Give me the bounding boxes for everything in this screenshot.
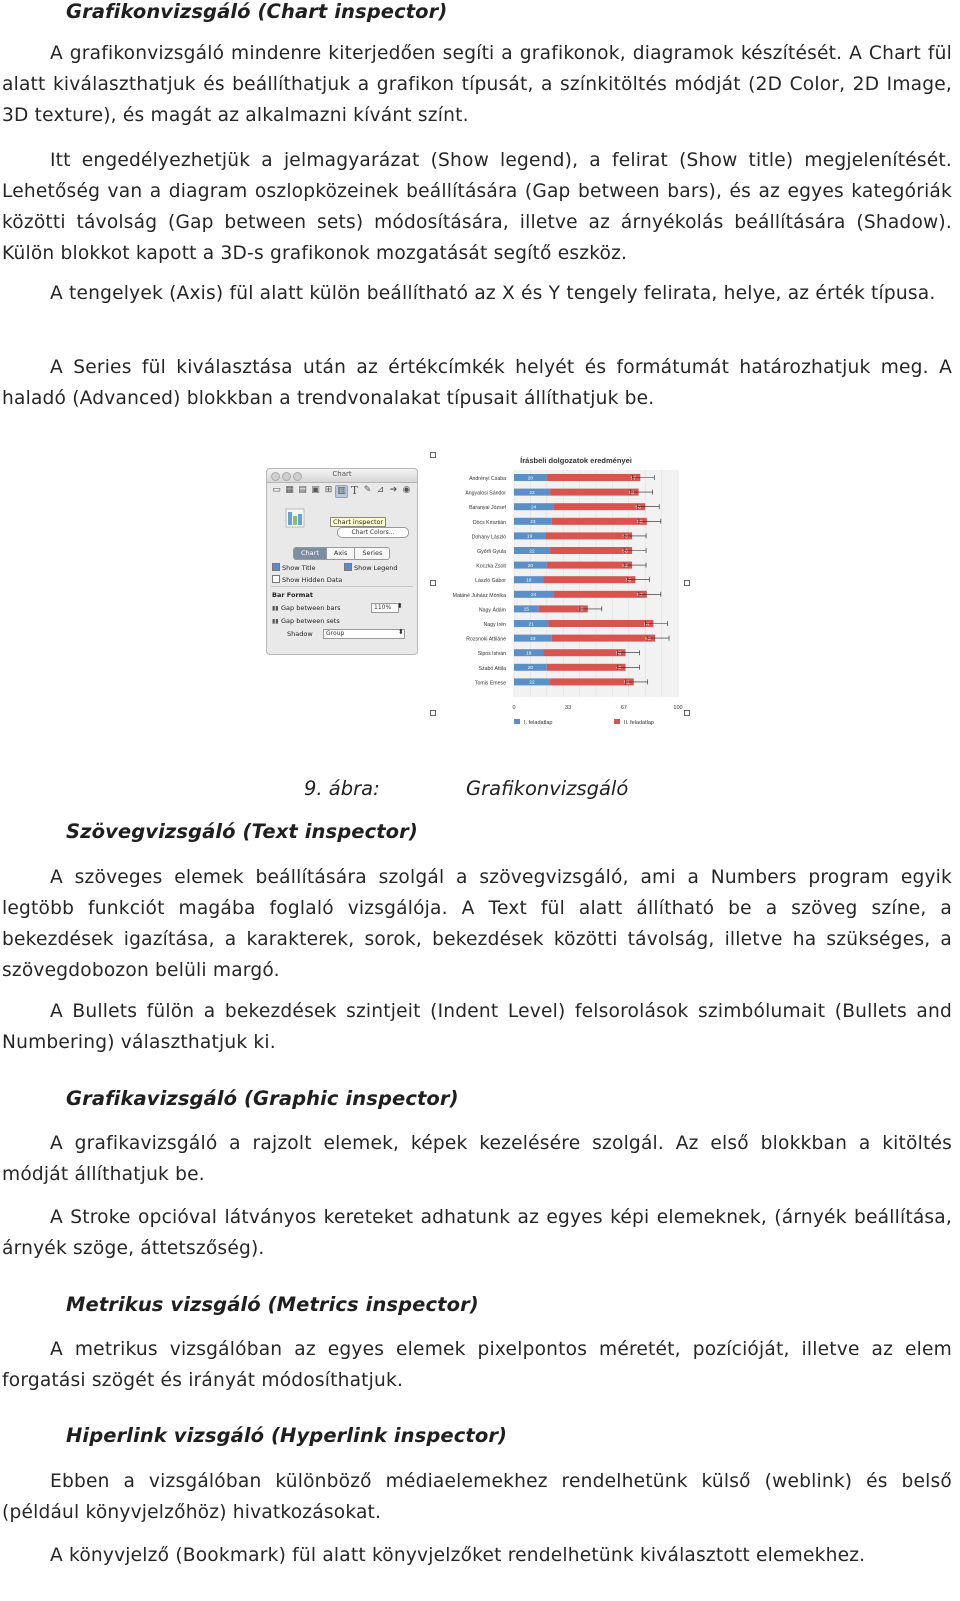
show-legend-option[interactable]: Show Legend (344, 563, 397, 572)
data-label-series1: 20 (527, 666, 534, 672)
data-label-series2: 54 (628, 490, 635, 496)
x-tick-label: 100 (673, 705, 683, 711)
category-label: Szabó Attila (478, 665, 506, 672)
ruler-inspector-icon[interactable]: ⊞ (324, 485, 333, 495)
bar-series2 (544, 649, 626, 656)
sets-gap-icon: ▮▮ (272, 618, 279, 625)
data-label-series2: 57 (630, 476, 636, 482)
bar-series2 (552, 635, 655, 642)
data-label-series1: 21 (528, 622, 534, 628)
window-titlebar (267, 469, 417, 483)
category-label: Nagy Ádám (478, 607, 506, 614)
chart-category-labels (453, 476, 507, 686)
chart-title: Írásbeli dolgozatok eredményei (520, 456, 632, 465)
data-label-series2: 48 (615, 666, 622, 672)
chart-colors-button[interactable]: Chart Colors... (337, 527, 409, 538)
category-label: László Gábor (475, 578, 506, 585)
data-label-series2: 56 (635, 505, 641, 511)
paragraph: A Stroke opcióval látványos kereteket adhatunk az egyes képi elemeknek, (árnyék beállítása, árnyék szöge, áttetszőség). (2, 1207, 952, 1259)
paragraph: A grafikavizsgáló a rajzolt elemek, képek kezelésére szolgál. Az első blokkban a kitöltés módját állíthatjuk be. (2, 1133, 952, 1185)
data-label-series1: 19 (526, 534, 533, 540)
heading-metrics-inspector: Metrikus vizsgáló (Metrics inspector) (66, 1293, 479, 1316)
bar-series2 (544, 576, 636, 583)
bar-series2 (553, 503, 645, 510)
data-label-series2: 63 (645, 636, 651, 642)
paragraph: A szöveges elemek beállítására szolgál a szövegvizsgáló, ami a Numbers program egyik legtöbb funkciót magába foglaló vizsgálója. A Text fül alatt állítható be a szöveg színe, a bekezdések igazítása, a karakterek, sorok, bekezdések közötti távolság, illetve ha szükséges, a szövegdobozon belüli margó. (2, 867, 952, 981)
checkbox-icon[interactable] (344, 563, 352, 571)
tab-axis[interactable]: Axis (327, 548, 356, 559)
paragraph: A grafikonvizsgáló mindenre kiterjedően segíti a grafikonok, diagramok készítését. A Chart fül alatt kiválaszthatjuk és beállíthatjuk a grafikon típusát, a színkitöltés módját (2D Color, 2D Image, 3D texture), és magát az alkalmazni kívánt színt. (2, 43, 952, 126)
document-inspector-icon[interactable]: ▭ (272, 485, 281, 495)
selection-handle[interactable] (684, 710, 690, 716)
category-label: Nagy Irén (483, 622, 506, 628)
legend-label-series1: I. feladatlap (524, 720, 553, 726)
data-label-series1: 24 (531, 505, 537, 511)
data-label-series1: 20 (527, 476, 534, 482)
data-label-series1: 24 (531, 593, 537, 599)
paragraph: Itt engedélyezhetjük a jelmagyarázat (Show legend), a felirat (Show title) megjelenítését. Lehetőség van a diagram oszlopközeinek beállítására (Gap between bars), és az egyes kategóriák közötti távolság (Gap between sets) módosítására, illetve az árnyékolás beállítására (Shadow). Külön blokkot kapott a 3D-s grafikonok mozgatását segítő eszköz. (2, 150, 952, 264)
data-label-series2: 56 (625, 578, 632, 584)
bar-format-label: Bar Format (272, 591, 313, 599)
data-label-series1: 18 (526, 651, 532, 657)
hyperlink-inspector-icon[interactable]: ➔ (389, 485, 398, 495)
data-label-series2: 57 (637, 593, 643, 599)
data-label-series2: 30 (578, 607, 584, 613)
bar-series2 (547, 474, 640, 481)
results-chart (426, 452, 696, 752)
sheet-inspector-icon[interactable]: ▦ (285, 485, 294, 495)
legend-label-series2: II. feladatlap (624, 720, 654, 726)
metrics-inspector-icon[interactable]: ⊿ (376, 485, 385, 495)
shadow-label: Shadow (287, 630, 313, 638)
stepper-icon[interactable]: ⬍ (397, 602, 403, 610)
x-tick-label: 67 (620, 705, 627, 711)
tab-chart[interactable]: Chart (294, 548, 327, 559)
category-label: Győrfi Gyula (477, 549, 506, 555)
data-label-series1: 22 (529, 549, 535, 555)
data-label-series1: 23 (530, 636, 536, 642)
category-label: Tomis Emese (474, 680, 506, 687)
gap-between-bars-field[interactable]: 110% (371, 603, 399, 613)
category-label: Koczka Zsolt (476, 563, 506, 570)
category-label: Andrényi Csaba (469, 476, 506, 482)
show-hidden-data-option[interactable]: Show Hidden Data (272, 575, 342, 584)
heading-hyperlink-inspector: Hiperlink vizsgáló (Hyperlink inspector) (66, 1424, 508, 1447)
category-label: Matáné Juhász Mónika (452, 592, 506, 599)
x-tick-label: 33 (565, 705, 572, 711)
chart-legend (514, 719, 654, 726)
bar-series2 (550, 489, 639, 496)
inspector-toolbar (271, 485, 413, 499)
chart-inspector-icon[interactable]: ▥ (335, 485, 348, 498)
table-inspector-icon[interactable]: ▤ (298, 485, 307, 495)
checkbox-icon[interactable] (272, 563, 280, 571)
x-tick-label: 0 (512, 705, 516, 711)
paragraph: A metrikus vizsgálóban az egyes elemek pixelpontos méretét, pozícióját, illetve az elem forgatási szögét és irányát módosíthatjuk. (2, 1339, 952, 1391)
paragraph: A tengelyek (Axis) fül alatt külön beállítható az X és Y tengely felirata, helye, az érték típusa. (50, 283, 936, 304)
inspector-tabs (293, 547, 390, 560)
bar-series2 (547, 664, 626, 671)
paragraph: A könyvjelző (Bookmark) fül alatt könyvjelzőket rendelhetünk kiválasztott elemekhez. (50, 1545, 866, 1566)
data-label-series2: 64 (643, 622, 650, 628)
category-label: Sipos István (477, 651, 506, 658)
chart-type-thumbnail[interactable] (285, 507, 305, 529)
bar-series2 (552, 518, 647, 525)
data-label-series2: 50 (615, 651, 622, 657)
divider (271, 586, 413, 587)
data-label-series1: 23 (530, 520, 536, 526)
window-title: Chart (332, 470, 352, 478)
data-label-series2: 51 (624, 680, 630, 686)
bar-series2 (553, 591, 646, 598)
bar-series2 (550, 547, 632, 554)
heading-graphic-inspector: Grafikavizsgáló (Graphic inspector) (66, 1087, 459, 1110)
select-arrows-icon: ⬍ (398, 628, 404, 636)
gap-between-bars-label: ▮▮ Gap between bars (272, 604, 341, 612)
paragraph: Ebben a vizsgálóban különböző médiaelemekhez rendelhetünk külső (weblink) és belső (például könyvjelzőhöz) hivatkozásokat. (2, 1471, 952, 1523)
data-label-series1: 15 (523, 607, 529, 613)
legend-swatch-series2 (614, 719, 620, 724)
data-label-series1: 20 (527, 563, 534, 569)
selection-handle[interactable] (430, 580, 436, 586)
heading-text-inspector: Szövegvizsgáló (Text inspector) (66, 820, 418, 843)
quicktime-inspector-icon[interactable]: ◉ (402, 485, 411, 495)
graphic-inspector-icon[interactable]: ✎ (363, 485, 372, 495)
category-label: Angyalosi Sándor (465, 490, 506, 497)
category-label: Dohány László (471, 534, 506, 541)
bar-series2 (548, 620, 653, 627)
category-label: Baranyai József (469, 505, 506, 512)
show-title-option[interactable]: Show Title (272, 563, 316, 572)
text-inspector-icon[interactable]: T (350, 484, 359, 497)
data-label-series1: 22 (529, 490, 535, 496)
data-label-series2: 50 (622, 549, 628, 555)
data-label-series2: 58 (637, 520, 643, 526)
category-label: Rozsnoki Attiláné (466, 636, 506, 643)
selection-handle[interactable] (430, 452, 436, 458)
figure-title: Grafikonvizsgáló (466, 777, 629, 800)
paragraph: A Series fül kiválasztása után az értékcímkék helyét és formátumát határozhatjuk meg. A haladó (Advanced) blokkban a trendvonalakat típusait állíthatjuk be. (2, 357, 952, 409)
cells-inspector-icon[interactable]: ▣ (311, 485, 320, 495)
chart-x-ticks (512, 705, 682, 711)
shadow-select[interactable]: Group (323, 629, 405, 639)
bar-series2 (547, 562, 632, 569)
figure-number: 9. ábra: (304, 777, 380, 800)
selection-handle[interactable] (430, 710, 436, 716)
legend-swatch-series1 (514, 719, 520, 724)
chart-inspector-tooltip: Chart inspector (330, 517, 386, 527)
paragraph: A Bullets fülön a bekezdések szintjeit (Indent Level) felsorolások szimbólumait (Bullets and Numbering) választhatjuk ki. (2, 1001, 952, 1053)
data-label-series1: 22 (529, 680, 535, 686)
bar-series2 (545, 532, 632, 539)
data-label-series2: 52 (622, 563, 628, 569)
data-label-series1: 18 (526, 578, 532, 584)
bar-series2 (550, 678, 634, 685)
bars-gap-icon: ▮▮ (272, 605, 279, 612)
data-label-series2: 53 (622, 534, 628, 540)
selection-handle[interactable] (684, 580, 690, 586)
gap-between-sets-label: ▮▮ Gap between sets (272, 617, 340, 625)
checkbox-icon[interactable] (272, 575, 280, 583)
chart-inspector-window (266, 468, 418, 655)
category-label: Döcs Krisztián (472, 519, 506, 526)
tab-series[interactable]: Series (355, 548, 389, 559)
heading-chart-inspector: Grafikonvizsgáló (Chart inspector) (66, 0, 448, 23)
